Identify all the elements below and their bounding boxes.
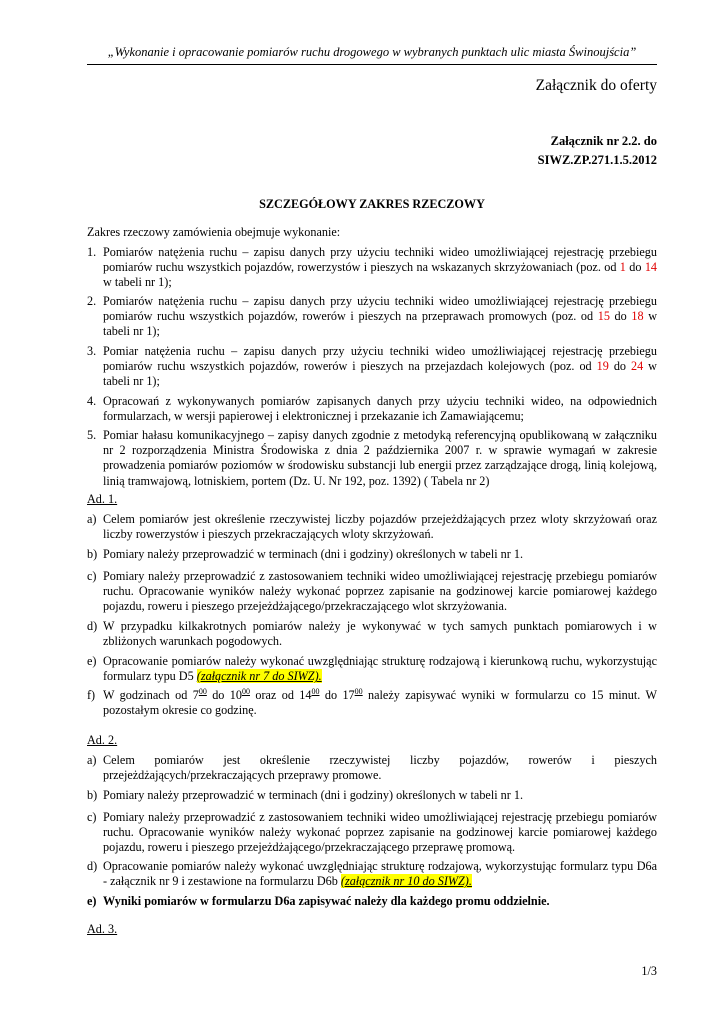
ad1-item-d: d) W przypadku kilkakrotnych pomiarów należy je wykonywać w tych samych punktach pomiarowych i w zbliżonych warunkach pogodowych. [87, 619, 657, 649]
ad2-heading: Ad. 2. [87, 733, 118, 747]
intro-text: Zakres rzeczowy zamówienia obejmuje wykonanie: [87, 225, 341, 239]
ad2-item-d: d) Opracowanie pomiarów należy wykonać uwzględniając strukturę rodzajową, wykorzystując formularz typu D6a - załącznik nr 9 i zestawione na formularzu D6b (załącznik nr 10 do SIWZ). [87, 859, 657, 889]
ad1-item-f: f) W godzinach od $7^{00}$ do $10^{00}$ oraz od $14^{00}$ do $17^{00}$ należy zapisywać wyniki w formularzu co 15 minut. W pozostałym okresie co godzinę. [87, 686, 657, 718]
annex-ref-line2: SIWZ.ZP.271.1.5.2012 [537, 153, 657, 167]
scope-item-2: 2. Pomiarów natężenia ruchu – zapisu danych przy użyciu techniki wideo umożliwiającej rejestrację przebiegu pomiarów ruchu wszystkich pojazdów, rowerów i pieszych na przeprawach promowych (poz. od 15 do 18 w tabeli nr 1); [87, 294, 657, 339]
ad1-heading: Ad. 1. [87, 492, 118, 506]
annex-ref-line1: Załącznik nr 2.2. do [550, 134, 657, 148]
list-number: 3. [87, 344, 97, 358]
section-title: SZCZEGÓŁOWY ZAKRES RZECZOWY [259, 197, 485, 211]
header-divider [87, 64, 657, 65]
list-number: 1. [87, 245, 97, 259]
scope-item-4: 4. Opracowań z wykonywanych pomiarów zapisanych danych przy użyciu techniki wideo, na odpowiednich formularzach, w wersji papierowej i elektronicznej i przekazanie ich Zamawiającemu; [87, 394, 657, 424]
ad2-item-e: e) Wyniki pomiarów w formularzu D6a zapisywać należy dla każdego promu oddzielnie. [87, 894, 550, 908]
ad1-item-b: b) Pomiary należy przeprowadzić w terminach (dni i godziny) określonych w tabeli nr 1. [87, 547, 523, 561]
ad1-item-c: c) Pomiary należy przeprowadzić z zastosowaniem techniki wideo umożliwiającej rejestrację przebiegu pomiarów ruchu. Opracowanie wyników należy wykonać poprzez zapisanie na godzinowej karcie pomiarowej każdego pojazdu, roweru i pieszego przejeżdżającego/przekraczającego wlot skrzyżowania. [87, 569, 657, 614]
page-number: 1/3 [641, 964, 657, 978]
list-number: 5. [87, 428, 97, 442]
list-number: 4. [87, 394, 97, 408]
scope-item-5: 5. Pomiar hałasu komunikacyjnego – zapisy danych zgodnie z metodyką referencyjną opublikowaną w załączniku nr 2 rozporządzenia Ministra Środowiska z dnia 2 października 2007 r. w sprawie wymagań w zakresie prowadzenia pomiarów poziomów w środowisku substancji lub energii przez zarządzające drogą, linią kolejową, linią tramwajową, lotniskiem, portem (Dz. U. Nr 192, poz. 1392) ( Tabela nr 2) [87, 428, 657, 488]
ad2-item-a: a) Celem pomiarów jest określenie rzeczywistej liczby pojazdów, rowerów i pieszych przejeżdżających/przekraczających przeprawy promowe. [87, 753, 657, 783]
ad1-item-e: e) Opracowanie pomiarów należy wykonać uwzględniając strukturę rodzajową i kierunkową ruchu, wykorzystując formularz typu D5 (załącznik nr 7 do SIWZ). [87, 654, 657, 684]
ad3-heading: Ad. 3. [87, 922, 118, 936]
document-header-title: „Wykonanie i opracowanie pomiarów ruchu drogowego w wybranych punktach ulic miasta Świnoujścia” [107, 45, 637, 59]
annex-label: Załącznik do oferty [535, 77, 657, 94]
scope-item-1: 1. Pomiarów natężenia ruchu – zapisu danych przy użyciu techniki wideo umożliwiającej rejestrację przebiegu pomiarów ruchu wszystkich pojazdów, rowerzystów i pieszych na wskazanych skrzyżowaniach (poz. od 1 do 14 w tabeli nr 1); [87, 245, 657, 290]
ad1-item-a: a) Celem pomiarów jest określenie rzeczywistej liczby pojazdów przejeżdżających przez wloty skrzyżowań oraz liczby rowerzystów i pieszych przekraczających wloty skrzyżowań. [87, 512, 657, 542]
scope-item-3: 3. Pomiar natężenia ruchu – zapisu danych przy użyciu techniki wideo umożliwiającej rejestrację przebiegu pomiarów ruchu wszystkich pojazdów, rowerów i pieszych na przejazdach kolejowych (poz. od 19 do 24 w tabeli nr 1); [87, 344, 657, 389]
ad2-item-b: b) Pomiary należy przeprowadzić w terminach (dni i godziny) określonych w tabeli nr 1. [87, 788, 523, 802]
highlighted-reference: (załącznik nr 10 do SIWZ). [340, 874, 472, 889]
list-number: 2. [87, 294, 97, 308]
ad2-item-c: c) Pomiary należy przeprowadzić z zastosowaniem techniki wideo umożliwiającej rejestrację przebiegu pomiarów ruchu. Opracowanie wyników należy wykonać poprzez zapisanie na godzinowej karcie pomiarowej każdego pojazdu, roweru i pieszego przejeżdżającego/przekraczającego przeprawę promową. [87, 810, 657, 855]
highlighted-reference: (załącznik nr 7 do SIWZ). [196, 669, 322, 684]
